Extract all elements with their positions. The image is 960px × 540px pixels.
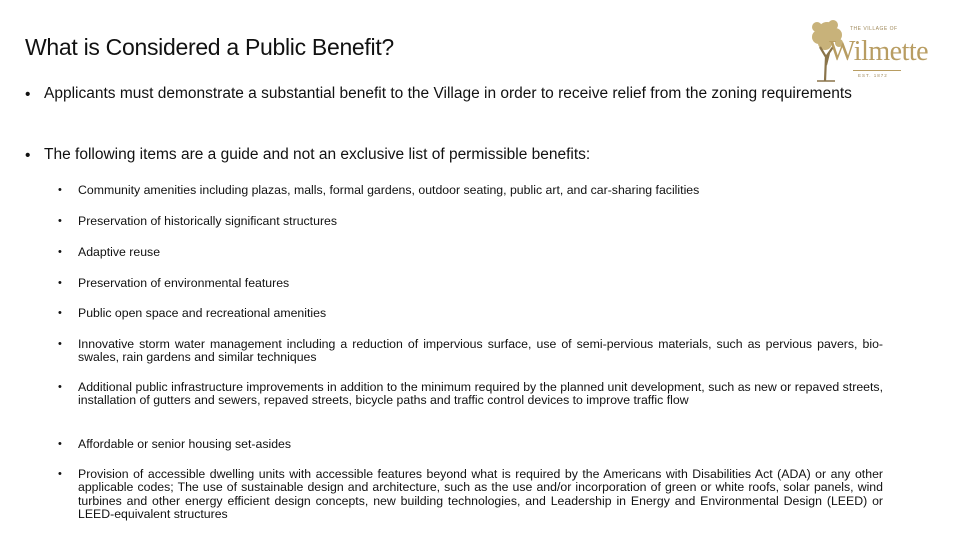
sub-bullet-text: Adaptive reuse: [78, 245, 161, 259]
bullet-icon: •: [25, 86, 31, 103]
bullet-icon: •: [58, 215, 62, 227]
bullet-icon: •: [58, 381, 62, 393]
bullet-icon: •: [58, 468, 62, 480]
bullet-icon: •: [58, 338, 62, 350]
main-bullet-text: The following items are a guide and not an exclusive list of permissible benefits:: [44, 146, 591, 163]
sub-bullet-text: Public open space and recreational amenities: [78, 306, 327, 320]
sub-bullet-text: Affordable or senior housing set-asides: [78, 437, 292, 451]
sub-bullet-text: Provision of accessible dwelling units with accessible features beyond what is required by the Americans with Disabilities Act (ADA) or any other applicable codes; The use of sustainable design and architecture, such as the use and/or incorporation of green or white roofs, solar panels, wind turbines and other energy efficient design concepts, new building technologies, and Leadership in Energy and Environmental Design (LEED) or LEED-equivalent structures: [78, 467, 883, 522]
sub-bullet-text: Innovative storm water management including a reduction of impervious surface, use of semi-pervious materials, such as pervious pavers, bio-swales, rain gardens and similar techniques: [78, 337, 883, 365]
bullet-icon: •: [58, 246, 62, 258]
bullet-icon: •: [58, 438, 62, 450]
main-bullet-text: Applicants must demonstrate a substantial benefit to the Village in order to receive relief from the zoning requirements: [44, 85, 852, 102]
sub-bullet-text: Preservation of historically significant structures: [78, 214, 338, 228]
bullet-icon: •: [58, 184, 62, 196]
logo-name: Wilmette: [829, 36, 929, 67]
sub-bullet-text: Preservation of environmental features: [78, 276, 290, 290]
bullet-icon: •: [25, 147, 31, 164]
bullet-icon: •: [58, 277, 62, 289]
sub-bullet-text: Additional public infrastructure improvements in addition to the minimum required by the planned unit development, such as new or repaved streets, installation of gutters and sewers, repaved streets, bicycle paths and traffic control devices to improve traffic flow: [78, 380, 883, 408]
sub-bullet-text: Community amenities including plazas, malls, formal gardens, outdoor seating, public art, and car-sharing facilities: [78, 183, 700, 197]
logo-tagline: EST. 1872: [858, 73, 888, 78]
slide-title: What is Considered a Public Benefit?: [25, 34, 394, 60]
logo-divider: [853, 70, 901, 71]
logo-small-text: THE VILLAGE OF: [850, 26, 898, 32]
bullet-icon: •: [58, 307, 62, 319]
